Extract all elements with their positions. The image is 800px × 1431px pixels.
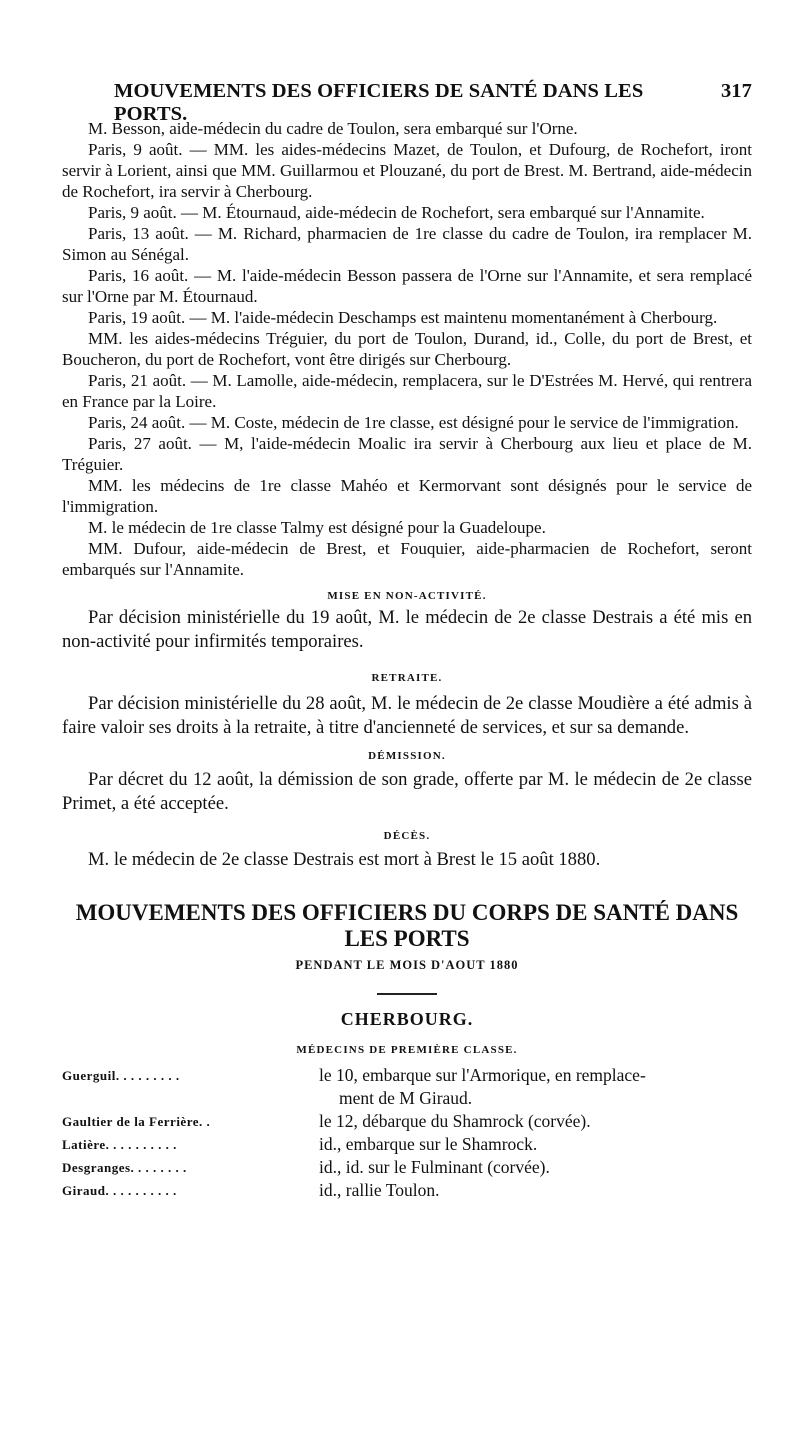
table-row bbox=[62, 1156, 752, 1179]
city-heading: CHERBOURG. bbox=[340, 1009, 474, 1029]
paragraph: M. Besson, aide-médecin du cadre de Toulon, sera embarqué sur l'Orne. bbox=[88, 119, 578, 138]
movement-continuation: ment de M Giraud. bbox=[339, 1088, 473, 1108]
paragraph: Paris, 24 août. — M. Coste, médecin de 1re classe, est désigné pour le service de l'immigration. bbox=[88, 413, 739, 432]
officer-name: Latière. . . . . . . . . . bbox=[62, 1137, 177, 1152]
heading-retraite: RETRAITE. bbox=[371, 672, 443, 684]
officer-name: Guerguil. . . . . . . . . bbox=[62, 1068, 180, 1083]
paragraph: Paris, 21 août. — M. Lamolle, aide-médecin, remplacera, sur le D'Estrées M. Hervé, qui rentrera en France par la Loire. bbox=[62, 371, 752, 411]
movement-text bbox=[315, 1064, 752, 1110]
paragraph: MM. les médecins de 1re classe Mahéo et Kermorvant sont désignés pour le service de l'immigration. bbox=[62, 476, 752, 516]
table-row bbox=[62, 1179, 752, 1202]
paragraph: M. le médecin de 1re classe Talmy est désigné pour la Guadeloupe. bbox=[88, 518, 546, 537]
non-activite-text: Par décision ministérielle du 19 août, M. le médecin de 2e classe Destrais a été mis en non-activité pour infirmités temporaires. bbox=[62, 607, 752, 652]
table-row bbox=[62, 1110, 752, 1133]
movements-table bbox=[62, 1064, 752, 1202]
movement-line: id., embarque sur le Shamrock. bbox=[319, 1134, 538, 1154]
page-number: 317 bbox=[720, 80, 752, 102]
movement-line: id., rallie Toulon. bbox=[319, 1180, 440, 1200]
paragraph: MM. Dufour, aide-médecin de Brest, et Fouquier, aide-pharmacien de Rochefort, seront embarqués sur l'Annamite. bbox=[62, 539, 752, 579]
heading-deces: DÉCÈS. bbox=[383, 830, 431, 842]
category-heading: MÉDECINS DE PREMIÈRE CLASSE. bbox=[296, 1044, 518, 1056]
table-row bbox=[62, 1133, 752, 1156]
paragraph: Paris, 9 août. — MM. les aides-médecins Mazet, de Toulon, et Dufourg, de Rochefort, iront servir à Lorient, ainsi que MM. Guillarmou et Plouzané, du port de Brest. M. Bertrand, aide-médecin de Rochefort, ira servir à Cherbourg. bbox=[62, 140, 752, 201]
heading-demission: DÉMISSION. bbox=[368, 750, 446, 762]
section-subtitle: PENDANT LE MOIS D'AOUT 1880 bbox=[295, 958, 519, 972]
movement-line: id., id. sur le Fulminant (corvée). bbox=[319, 1157, 550, 1177]
heading-non-activite: MISE EN NON-ACTIVITÉ. bbox=[327, 590, 487, 602]
movement-line: le 12, débarque du Shamrock (corvée). bbox=[319, 1111, 591, 1131]
paragraph: Paris, 9 août. — M. Étournaud, aide-médecin de Rochefort, sera embarqué sur l'Annamite. bbox=[88, 203, 705, 222]
running-title: MOUVEMENTS DES OFFICIERS DE SANTÉ DANS LES PORTS. bbox=[114, 80, 644, 125]
officer-name: Gaultier de la Ferrière. . bbox=[62, 1114, 211, 1129]
paragraph: Paris, 19 août. — M. l'aide-médecin Deschamps est maintenu momentanément à Cherbourg. bbox=[88, 308, 718, 327]
movement-line: le 10, embarque sur l'Armorique, en remplace- bbox=[319, 1065, 646, 1085]
page bbox=[62, 80, 752, 1202]
deces-text: M. le médecin de 2e classe Destrais est mort à Brest le 15 août 1880. bbox=[88, 849, 601, 870]
officer-name: Desgranges. . . . . . . . bbox=[62, 1160, 187, 1175]
officer-name: Giraud. . . . . . . . . . bbox=[62, 1183, 177, 1198]
paragraph: MM. les aides-médecins Tréguier, du port de Toulon, Durand, id., Colle, du port de Brest, et Boucheron, du port de Rochefort, vont être dirigés sur Cherbourg. bbox=[62, 329, 752, 369]
running-header bbox=[62, 80, 752, 125]
section-title: MOUVEMENTS DES OFFICIERS DU CORPS DE SANTÉ DANS LES PORTS bbox=[75, 900, 739, 951]
retraite-text: Par décision ministérielle du 28 août, M. le médecin de 2e classe Moudière a été admis à faire valoir ses droits à la retraite, à titre d'ancienneté de services, et sur sa demande. bbox=[62, 693, 752, 738]
paragraph: Paris, 27 août. — M, l'aide-médecin Moalic ira servir à Cherbourg aux lieu et place de M. Tréguier. bbox=[62, 434, 752, 474]
demission-text: Par décret du 12 août, la démission de son grade, offerte par M. le médecin de 2e classe Primet, a été acceptée. bbox=[62, 769, 752, 814]
paragraph-list bbox=[62, 118, 752, 580]
paragraph: Paris, 13 août. — M. Richard, pharmacien de 1re classe du cadre de Toulon, ira remplacer M. Simon au Sénégal. bbox=[62, 224, 752, 264]
table-row bbox=[62, 1064, 752, 1110]
paragraph: Paris, 16 août. — M. l'aide-médecin Besson passera de l'Orne sur l'Annamite, et sera remplacé sur l'Orne par M. Étournaud. bbox=[62, 266, 752, 306]
